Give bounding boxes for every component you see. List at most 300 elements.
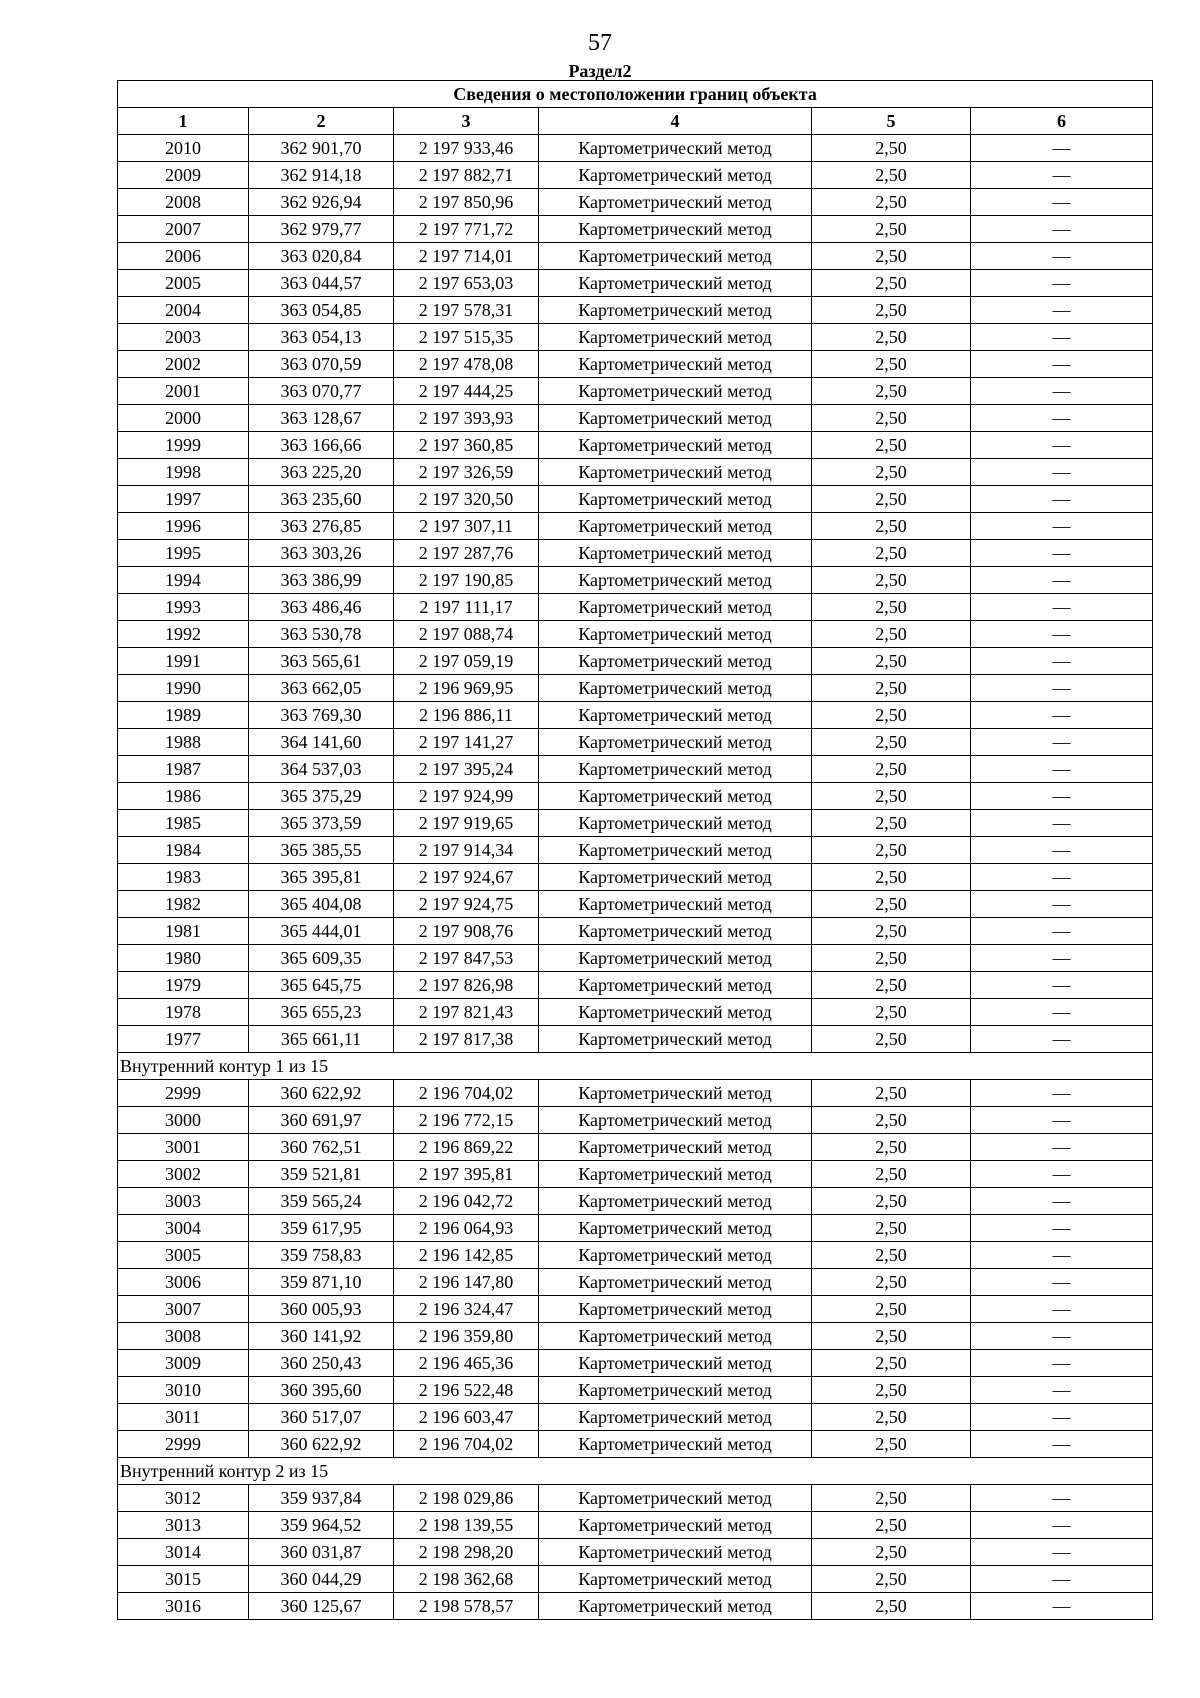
- method-cell: Картометрический метод: [539, 162, 812, 189]
- y-coordinate-cell: 2 196 359,80: [394, 1323, 539, 1350]
- description-cell: —: [971, 1404, 1153, 1431]
- description-cell: —: [971, 1026, 1153, 1053]
- method-cell: Картометрический метод: [539, 1242, 812, 1269]
- x-coordinate-cell: 360 031,87: [249, 1539, 394, 1566]
- point-number-cell: 3009: [118, 1350, 249, 1377]
- y-coordinate-cell: 2 198 298,20: [394, 1539, 539, 1566]
- table-row: [118, 459, 1153, 486]
- column-number: 1: [118, 108, 249, 135]
- point-number-cell: 3001: [118, 1134, 249, 1161]
- description-cell: —: [971, 729, 1153, 756]
- method-cell: Картометрический метод: [539, 405, 812, 432]
- point-number-cell: 1979: [118, 972, 249, 999]
- description-cell: —: [971, 702, 1153, 729]
- point-number-cell: 1993: [118, 594, 249, 621]
- point-number-cell: 2008: [118, 189, 249, 216]
- table-body: [118, 135, 1153, 1620]
- y-coordinate-cell: 2 197 395,24: [394, 756, 539, 783]
- table-row: [118, 675, 1153, 702]
- accuracy-cell: 2,50: [812, 648, 971, 675]
- accuracy-cell: 2,50: [812, 378, 971, 405]
- table-row: [118, 972, 1153, 999]
- description-cell: —: [971, 864, 1153, 891]
- y-coordinate-cell: 2 197 847,53: [394, 945, 539, 972]
- accuracy-cell: 2,50: [812, 1296, 971, 1323]
- description-cell: —: [971, 594, 1153, 621]
- point-number-cell: 3006: [118, 1269, 249, 1296]
- y-coordinate-cell: 2 197 821,43: [394, 999, 539, 1026]
- accuracy-cell: 2,50: [812, 1512, 971, 1539]
- x-coordinate-cell: 360 044,29: [249, 1566, 394, 1593]
- method-cell: Картометрический метод: [539, 1026, 812, 1053]
- description-cell: —: [971, 918, 1153, 945]
- x-coordinate-cell: 359 758,83: [249, 1242, 394, 1269]
- x-coordinate-cell: 360 691,97: [249, 1107, 394, 1134]
- table-row: [118, 756, 1153, 783]
- x-coordinate-cell: 360 125,67: [249, 1593, 394, 1620]
- accuracy-cell: 2,50: [812, 459, 971, 486]
- method-cell: Картометрический метод: [539, 270, 812, 297]
- contour-header-row: [118, 1458, 1153, 1485]
- accuracy-cell: 2,50: [812, 243, 971, 270]
- method-cell: Картометрический метод: [539, 135, 812, 162]
- x-coordinate-cell: 360 250,43: [249, 1350, 394, 1377]
- point-number-cell: 2001: [118, 378, 249, 405]
- description-cell: —: [971, 1377, 1153, 1404]
- x-coordinate-cell: 359 871,10: [249, 1269, 394, 1296]
- column-number: 6: [971, 108, 1153, 135]
- table-row: [118, 162, 1153, 189]
- y-coordinate-cell: 2 197 924,99: [394, 783, 539, 810]
- y-coordinate-cell: 2 197 578,31: [394, 297, 539, 324]
- point-number-cell: 2003: [118, 324, 249, 351]
- y-coordinate-cell: 2 196 465,36: [394, 1350, 539, 1377]
- method-cell: Картометрический метод: [539, 351, 812, 378]
- point-number-cell: 3008: [118, 1323, 249, 1350]
- description-cell: —: [971, 1107, 1153, 1134]
- x-coordinate-cell: 362 926,94: [249, 189, 394, 216]
- method-cell: Картометрический метод: [539, 540, 812, 567]
- table-row: [118, 1161, 1153, 1188]
- table-row: [118, 864, 1153, 891]
- point-number-cell: 3013: [118, 1512, 249, 1539]
- accuracy-cell: 2,50: [812, 1134, 971, 1161]
- method-cell: Картометрический метод: [539, 1161, 812, 1188]
- accuracy-cell: 2,50: [812, 999, 971, 1026]
- table-row: [118, 378, 1153, 405]
- accuracy-cell: 2,50: [812, 540, 971, 567]
- point-number-cell: 3010: [118, 1377, 249, 1404]
- description-cell: —: [971, 1512, 1153, 1539]
- table-row: [118, 999, 1153, 1026]
- description-cell: —: [971, 675, 1153, 702]
- table-row: [118, 1350, 1153, 1377]
- description-cell: —: [971, 1485, 1153, 1512]
- description-cell: —: [971, 756, 1153, 783]
- y-coordinate-cell: 2 196 042,72: [394, 1188, 539, 1215]
- table-row: [118, 945, 1153, 972]
- accuracy-cell: 2,50: [812, 675, 971, 702]
- point-number-cell: 2004: [118, 297, 249, 324]
- section-label: Раздел2: [568, 61, 632, 81]
- y-coordinate-cell: 2 196 869,22: [394, 1134, 539, 1161]
- table-row: [118, 270, 1153, 297]
- method-cell: Картометрический метод: [539, 1539, 812, 1566]
- accuracy-cell: 2,50: [812, 1485, 971, 1512]
- point-number-cell: 3014: [118, 1539, 249, 1566]
- x-coordinate-cell: 363 128,67: [249, 405, 394, 432]
- x-coordinate-cell: 363 054,13: [249, 324, 394, 351]
- x-coordinate-cell: 365 655,23: [249, 999, 394, 1026]
- point-number-cell: 1981: [118, 918, 249, 945]
- point-number-cell: 1982: [118, 891, 249, 918]
- point-number-cell: 1986: [118, 783, 249, 810]
- description-cell: —: [971, 216, 1153, 243]
- y-coordinate-cell: 2 197 190,85: [394, 567, 539, 594]
- method-cell: Картометрический метод: [539, 783, 812, 810]
- table-caption: Сведения о местоположении границ объекта: [118, 81, 1153, 108]
- x-coordinate-cell: 363 225,20: [249, 459, 394, 486]
- table-row: [118, 1485, 1153, 1512]
- point-number-cell: 1995: [118, 540, 249, 567]
- table-row: [118, 351, 1153, 378]
- description-cell: —: [971, 1539, 1153, 1566]
- table-row: [118, 1296, 1153, 1323]
- accuracy-cell: 2,50: [812, 1323, 971, 1350]
- x-coordinate-cell: 359 521,81: [249, 1161, 394, 1188]
- accuracy-cell: 2,50: [812, 1161, 971, 1188]
- table-row: [118, 918, 1153, 945]
- y-coordinate-cell: 2 197 826,98: [394, 972, 539, 999]
- accuracy-cell: 2,50: [812, 1350, 971, 1377]
- table-row: [118, 783, 1153, 810]
- method-cell: Картометрический метод: [539, 810, 812, 837]
- point-number-cell: 2009: [118, 162, 249, 189]
- column-number: 2: [249, 108, 394, 135]
- accuracy-cell: 2,50: [812, 1404, 971, 1431]
- y-coordinate-cell: 2 197 771,72: [394, 216, 539, 243]
- description-cell: —: [971, 459, 1153, 486]
- x-coordinate-cell: 360 395,60: [249, 1377, 394, 1404]
- table-row: [118, 1377, 1153, 1404]
- accuracy-cell: 2,50: [812, 972, 971, 999]
- description-cell: —: [971, 972, 1153, 999]
- x-coordinate-cell: 363 486,46: [249, 594, 394, 621]
- column-number: 4: [539, 108, 812, 135]
- y-coordinate-cell: 2 197 444,25: [394, 378, 539, 405]
- y-coordinate-cell: 2 197 850,96: [394, 189, 539, 216]
- x-coordinate-cell: 365 375,29: [249, 783, 394, 810]
- point-number-cell: 2005: [118, 270, 249, 297]
- description-cell: —: [971, 1134, 1153, 1161]
- table-row: [118, 1188, 1153, 1215]
- description-cell: —: [971, 540, 1153, 567]
- method-cell: Картометрический метод: [539, 729, 812, 756]
- y-coordinate-cell: 2 197 714,01: [394, 243, 539, 270]
- point-number-cell: 3000: [118, 1107, 249, 1134]
- y-coordinate-cell: 2 197 307,11: [394, 513, 539, 540]
- point-number-cell: 3015: [118, 1566, 249, 1593]
- x-coordinate-cell: 360 005,93: [249, 1296, 394, 1323]
- y-coordinate-cell: 2 197 088,74: [394, 621, 539, 648]
- y-coordinate-cell: 2 197 326,59: [394, 459, 539, 486]
- x-coordinate-cell: 363 070,59: [249, 351, 394, 378]
- description-cell: —: [971, 837, 1153, 864]
- x-coordinate-cell: 363 386,99: [249, 567, 394, 594]
- table-row: [118, 1026, 1153, 1053]
- y-coordinate-cell: 2 197 395,81: [394, 1161, 539, 1188]
- point-number-cell: 3011: [118, 1404, 249, 1431]
- table-row: [118, 432, 1153, 459]
- accuracy-cell: 2,50: [812, 1026, 971, 1053]
- y-coordinate-cell: 2 197 924,75: [394, 891, 539, 918]
- y-coordinate-cell: 2 196 704,02: [394, 1080, 539, 1107]
- point-number-cell: 1985: [118, 810, 249, 837]
- description-cell: —: [971, 567, 1153, 594]
- description-cell: —: [971, 648, 1153, 675]
- description-cell: —: [971, 999, 1153, 1026]
- table-row: [118, 729, 1153, 756]
- method-cell: Картометрический метод: [539, 594, 812, 621]
- accuracy-cell: 2,50: [812, 567, 971, 594]
- table-row: [118, 513, 1153, 540]
- y-coordinate-cell: 2 196 324,47: [394, 1296, 539, 1323]
- accuracy-cell: 2,50: [812, 351, 971, 378]
- point-number-cell: 1996: [118, 513, 249, 540]
- table-row: [118, 594, 1153, 621]
- table-row: [118, 1134, 1153, 1161]
- point-number-cell: 1978: [118, 999, 249, 1026]
- description-cell: —: [971, 189, 1153, 216]
- y-coordinate-cell: 2 197 111,17: [394, 594, 539, 621]
- table-row: [118, 891, 1153, 918]
- point-number-cell: 1988: [118, 729, 249, 756]
- table-row: [118, 702, 1153, 729]
- accuracy-cell: 2,50: [812, 405, 971, 432]
- x-coordinate-cell: 360 517,07: [249, 1404, 394, 1431]
- description-cell: —: [971, 324, 1153, 351]
- x-coordinate-cell: 360 622,92: [249, 1431, 394, 1458]
- description-cell: —: [971, 270, 1153, 297]
- table-row: [118, 405, 1153, 432]
- x-coordinate-cell: 365 645,75: [249, 972, 394, 999]
- table-row: [118, 486, 1153, 513]
- method-cell: Картометрический метод: [539, 324, 812, 351]
- contour-label: Внутренний контур 1 из 15: [118, 1053, 1153, 1080]
- point-number-cell: 1984: [118, 837, 249, 864]
- point-number-cell: 2999: [118, 1431, 249, 1458]
- table-row: [118, 1107, 1153, 1134]
- accuracy-cell: 2,50: [812, 486, 971, 513]
- description-cell: —: [971, 162, 1153, 189]
- description-cell: —: [971, 135, 1153, 162]
- description-cell: —: [971, 1350, 1153, 1377]
- point-number-cell: 1990: [118, 675, 249, 702]
- accuracy-cell: 2,50: [812, 729, 971, 756]
- description-cell: —: [971, 1188, 1153, 1215]
- y-coordinate-cell: 2 196 142,85: [394, 1242, 539, 1269]
- y-coordinate-cell: 2 197 924,67: [394, 864, 539, 891]
- point-number-cell: 3003: [118, 1188, 249, 1215]
- method-cell: Картометрический метод: [539, 378, 812, 405]
- method-cell: Картометрический метод: [539, 432, 812, 459]
- method-cell: Картометрический метод: [539, 621, 812, 648]
- accuracy-cell: 2,50: [812, 1431, 971, 1458]
- x-coordinate-cell: 363 276,85: [249, 513, 394, 540]
- y-coordinate-cell: 2 197 908,76: [394, 918, 539, 945]
- method-cell: Картометрический метод: [539, 1269, 812, 1296]
- y-coordinate-cell: 2 196 064,93: [394, 1215, 539, 1242]
- accuracy-cell: 2,50: [812, 594, 971, 621]
- x-coordinate-cell: 363 054,85: [249, 297, 394, 324]
- table-row: [118, 297, 1153, 324]
- accuracy-cell: 2,50: [812, 783, 971, 810]
- table-row: [118, 1566, 1153, 1593]
- description-cell: —: [971, 1269, 1153, 1296]
- accuracy-cell: 2,50: [812, 1215, 971, 1242]
- contour-header-row: [118, 1053, 1153, 1080]
- point-number-cell: 1980: [118, 945, 249, 972]
- column-number: 5: [812, 108, 971, 135]
- description-cell: —: [971, 1566, 1153, 1593]
- accuracy-cell: 2,50: [812, 513, 971, 540]
- method-cell: Картометрический метод: [539, 648, 812, 675]
- description-cell: —: [971, 891, 1153, 918]
- y-coordinate-cell: 2 197 141,27: [394, 729, 539, 756]
- point-number-cell: 2002: [118, 351, 249, 378]
- accuracy-cell: 2,50: [812, 1566, 971, 1593]
- accuracy-cell: 2,50: [812, 1080, 971, 1107]
- method-cell: Картометрический метод: [539, 216, 812, 243]
- x-coordinate-cell: 363 044,57: [249, 270, 394, 297]
- point-number-cell: 1998: [118, 459, 249, 486]
- method-cell: Картометрический метод: [539, 1350, 812, 1377]
- y-coordinate-cell: 2 198 139,55: [394, 1512, 539, 1539]
- point-number-cell: 3012: [118, 1485, 249, 1512]
- y-coordinate-cell: 2 196 969,95: [394, 675, 539, 702]
- accuracy-cell: 2,50: [812, 270, 971, 297]
- description-cell: —: [971, 1080, 1153, 1107]
- description-cell: —: [971, 810, 1153, 837]
- x-coordinate-cell: 363 769,30: [249, 702, 394, 729]
- table-row: [118, 621, 1153, 648]
- point-number-cell: 2007: [118, 216, 249, 243]
- description-cell: —: [971, 1242, 1153, 1269]
- method-cell: Картометрический метод: [539, 756, 812, 783]
- y-coordinate-cell: 2 197 817,38: [394, 1026, 539, 1053]
- y-coordinate-cell: 2 197 933,46: [394, 135, 539, 162]
- x-coordinate-cell: 363 303,26: [249, 540, 394, 567]
- y-coordinate-cell: 2 197 653,03: [394, 270, 539, 297]
- y-coordinate-cell: 2 198 362,68: [394, 1566, 539, 1593]
- table-row: [118, 1242, 1153, 1269]
- x-coordinate-cell: 363 662,05: [249, 675, 394, 702]
- x-coordinate-cell: 364 537,03: [249, 756, 394, 783]
- method-cell: Картометрический метод: [539, 486, 812, 513]
- x-coordinate-cell: 365 661,11: [249, 1026, 394, 1053]
- method-cell: Картометрический метод: [539, 1566, 812, 1593]
- description-cell: —: [971, 297, 1153, 324]
- y-coordinate-cell: 2 197 059,19: [394, 648, 539, 675]
- x-coordinate-cell: 363 166,66: [249, 432, 394, 459]
- table-row: [118, 135, 1153, 162]
- x-coordinate-cell: 363 565,61: [249, 648, 394, 675]
- table-row: [118, 1404, 1153, 1431]
- point-number-cell: 1999: [118, 432, 249, 459]
- method-cell: Картометрический метод: [539, 513, 812, 540]
- method-cell: Картометрический метод: [539, 972, 812, 999]
- x-coordinate-cell: 365 609,35: [249, 945, 394, 972]
- point-number-cell: 1989: [118, 702, 249, 729]
- x-coordinate-cell: 360 622,92: [249, 1080, 394, 1107]
- x-coordinate-cell: 365 444,01: [249, 918, 394, 945]
- table-row: [118, 1323, 1153, 1350]
- method-cell: Картометрический метод: [539, 1323, 812, 1350]
- method-cell: Картометрический метод: [539, 1107, 812, 1134]
- x-coordinate-cell: 362 901,70: [249, 135, 394, 162]
- point-number-cell: 1994: [118, 567, 249, 594]
- accuracy-cell: 2,50: [812, 756, 971, 783]
- y-coordinate-cell: 2 196 704,02: [394, 1431, 539, 1458]
- description-cell: —: [971, 243, 1153, 270]
- accuracy-cell: 2,50: [812, 864, 971, 891]
- y-coordinate-cell: 2 197 914,34: [394, 837, 539, 864]
- x-coordinate-cell: 363 020,84: [249, 243, 394, 270]
- accuracy-cell: 2,50: [812, 324, 971, 351]
- description-cell: —: [971, 621, 1153, 648]
- description-cell: —: [971, 945, 1153, 972]
- table-row: [118, 1593, 1153, 1620]
- method-cell: Картометрический метод: [539, 1485, 812, 1512]
- accuracy-cell: 2,50: [812, 945, 971, 972]
- method-cell: Картометрический метод: [539, 864, 812, 891]
- method-cell: Картометрический метод: [539, 837, 812, 864]
- y-coordinate-cell: 2 198 029,86: [394, 1485, 539, 1512]
- accuracy-cell: 2,50: [812, 891, 971, 918]
- method-cell: Картометрический метод: [539, 1593, 812, 1620]
- point-number-cell: 2010: [118, 135, 249, 162]
- description-cell: —: [971, 405, 1153, 432]
- y-coordinate-cell: 2 196 772,15: [394, 1107, 539, 1134]
- y-coordinate-cell: 2 196 603,47: [394, 1404, 539, 1431]
- method-cell: Картометрический метод: [539, 891, 812, 918]
- method-cell: Картометрический метод: [539, 702, 812, 729]
- point-number-cell: 2000: [118, 405, 249, 432]
- y-coordinate-cell: 2 198 578,57: [394, 1593, 539, 1620]
- boundary-coordinates-table: [117, 80, 1153, 1620]
- table-row: [118, 1215, 1153, 1242]
- accuracy-cell: 2,50: [812, 135, 971, 162]
- point-number-cell: 1997: [118, 486, 249, 513]
- table-row: [118, 1080, 1153, 1107]
- x-coordinate-cell: 360 762,51: [249, 1134, 394, 1161]
- accuracy-cell: 2,50: [812, 837, 971, 864]
- point-number-cell: 1992: [118, 621, 249, 648]
- y-coordinate-cell: 2 197 287,76: [394, 540, 539, 567]
- y-coordinate-cell: 2 196 147,80: [394, 1269, 539, 1296]
- point-number-cell: 2999: [118, 1080, 249, 1107]
- method-cell: Картометрический метод: [539, 1512, 812, 1539]
- point-number-cell: 3002: [118, 1161, 249, 1188]
- description-cell: —: [971, 1215, 1153, 1242]
- y-coordinate-cell: 2 196 522,48: [394, 1377, 539, 1404]
- accuracy-cell: 2,50: [812, 810, 971, 837]
- point-number-cell: 1983: [118, 864, 249, 891]
- method-cell: Картометрический метод: [539, 297, 812, 324]
- point-number-cell: 1987: [118, 756, 249, 783]
- description-cell: —: [971, 1593, 1153, 1620]
- description-cell: —: [971, 351, 1153, 378]
